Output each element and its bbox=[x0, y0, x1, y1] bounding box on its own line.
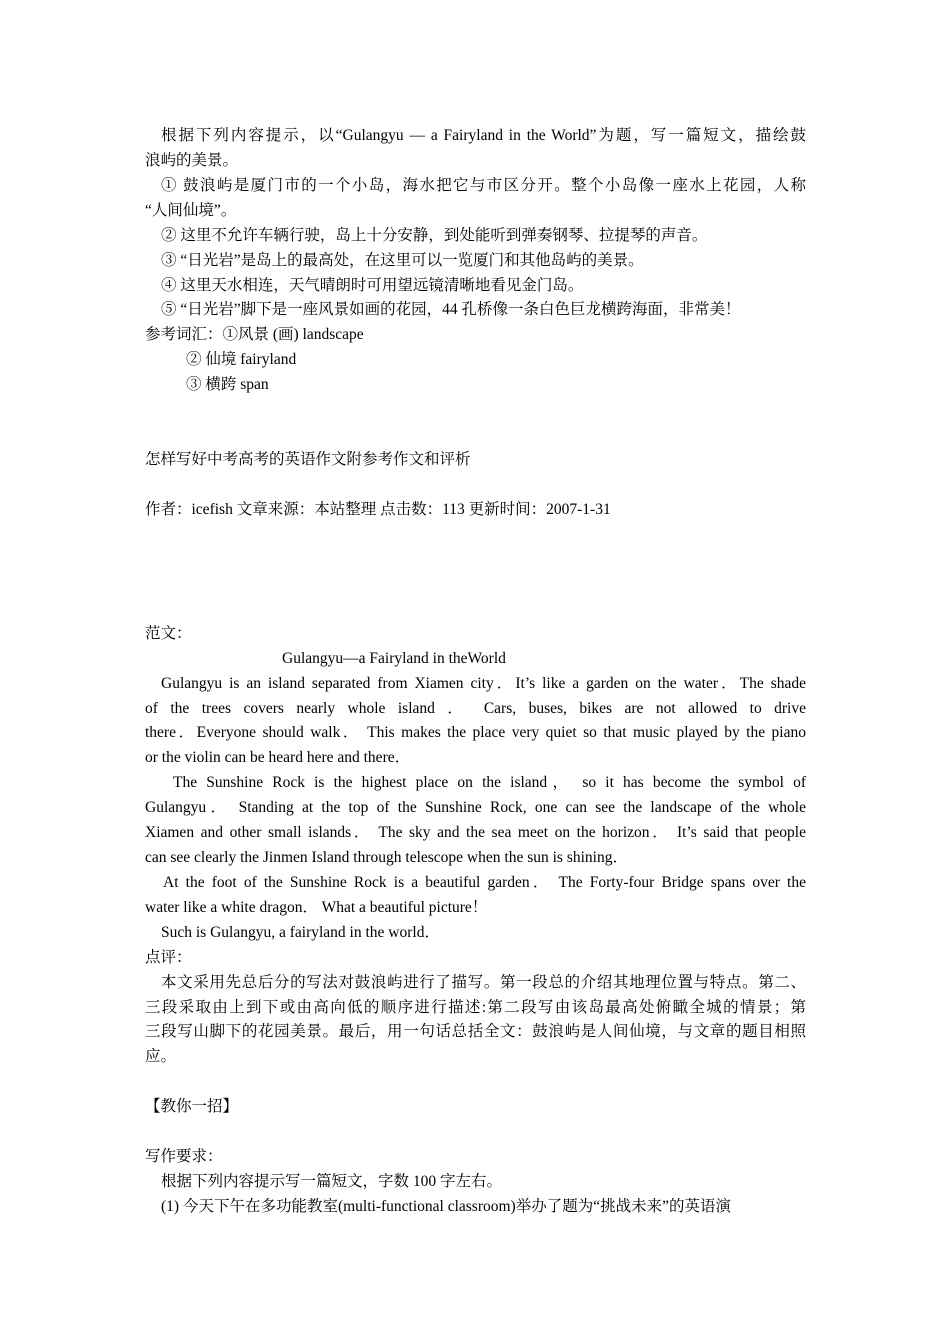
requirements-label: 写作要求： bbox=[145, 1148, 223, 1165]
prompt-line: ③ “日光岩”是岛上的最高处，在这里可以一览厦门和其他岛屿的美景。 bbox=[161, 252, 644, 269]
sample-line: there．Everyone should walk． This makes the place very quiet so that music played by the piano bbox=[145, 724, 806, 741]
sample-line: At the foot of the Sunshine Rock is a beautiful garden． The Forty-four Bridge spans over the bbox=[163, 874, 806, 891]
sample-line: of the trees covers nearly whole island ． Cars, buses, bikes are not allowed to drive bbox=[145, 700, 806, 717]
sample-line: Gulangyu is an island separated from Xiamen city．It’s like a garden on the water．The shade bbox=[161, 675, 806, 692]
vocab-line: 参考词汇：①风景 (画) landscape bbox=[145, 326, 364, 343]
sample-line: or the violin can be heard here and there． bbox=[145, 749, 411, 766]
sample-line: Gulangyu． Standing at the top of the Sunshine Rock, one can see the landscape of the whole bbox=[145, 799, 806, 816]
prompt-line: ④ 这里天水相连，天气晴朗时可用望远镜清晰地看见金门岛。 bbox=[161, 277, 584, 294]
sample-label: 范文： bbox=[145, 625, 192, 642]
tip-heading: 【教你一招】 bbox=[145, 1098, 239, 1115]
comment-line: 三段写山脚下的花园美景。最后，用一句话总括全文：鼓浪屿是人间仙境，与文章的题目相照 bbox=[145, 1023, 806, 1040]
requirements-line: (1) 今天下午在多功能教室(multi-functional classroom)举办了题为“挑战未来”的英语演 bbox=[161, 1198, 731, 1215]
sample-title: Gulangyu—a Fairyland in theWorld bbox=[282, 650, 506, 667]
comment-line: 本文采用先总后分的写法对鼓浪屿进行了描写。第一段总的介绍其地理位置与特点。第二、 bbox=[161, 974, 806, 991]
requirements-line: 根据下列内容提示写一篇短文，字数 100 字左右。 bbox=[161, 1173, 503, 1190]
prompt-line: “人间仙境”。 bbox=[145, 202, 237, 219]
prompt-line: 根据下列内容提示，以“Gulangyu — a Fairyland in the World”为题，写一篇短文，描绘鼓 bbox=[161, 127, 806, 144]
article-meta: 作者：icefish 文章来源：本站整理 点击数：113 更新时间：2007-1-31 bbox=[145, 501, 611, 518]
vocab-line: ③ 横跨 span bbox=[186, 376, 269, 393]
prompt-line: ① 鼓浪屿是厦门市的一个小岛，海水把它与市区分开。整个小岛像一座水上花园，人称 bbox=[161, 177, 806, 194]
comment-label: 点评： bbox=[145, 949, 192, 966]
vocab-line: ② 仙境 fairyland bbox=[186, 351, 297, 368]
comment-line: 应。 bbox=[145, 1048, 177, 1065]
sample-line: Xiamen and other small islands． The sky and the sea meet on the horizon． It’s said that people bbox=[145, 824, 806, 841]
sample-line: The Sunshine Rock is the highest place on the island， so it has become the symbol of bbox=[173, 774, 806, 791]
prompt-line: ② 这里不允许车辆行驶，岛上十分安静，到处能听到弹奏钢琴、拉提琴的声音。 bbox=[161, 227, 708, 244]
prompt-line: ⑤ “日光岩”脚下是一座风景如画的花园，44 孔桥像一条白色巨龙横跨海面，非常美！ bbox=[161, 301, 741, 318]
prompt-line: 浪屿的美景。 bbox=[145, 152, 239, 169]
article-title: 怎样写好中考高考的英语作文附参考作文和评析 bbox=[145, 451, 471, 468]
sample-line: can see clearly the Jinmen Island through telescope when the sun is shining． bbox=[145, 849, 628, 866]
comment-line: 三段采取由上到下或由高向低的顺序进行描述:第二段写由该岛最高处俯瞰全城的情景；第 bbox=[145, 999, 806, 1016]
sample-line: water like a white dragon． What a beautiful picture！ bbox=[145, 899, 488, 916]
sample-line: Such is Gulangyu, a fairyland in the world． bbox=[161, 924, 440, 941]
